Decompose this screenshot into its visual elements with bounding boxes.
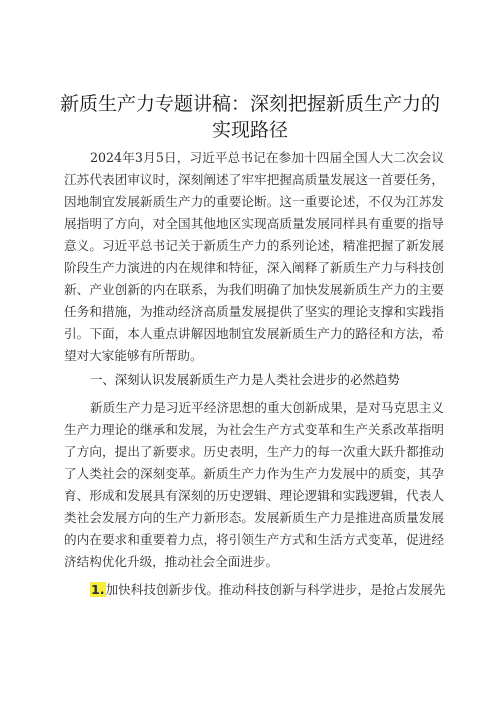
list-item-1 <box>90 582 444 598</box>
intro-paragraph-line: 因地制宜发展新质生产力的重要论断。这一重要论述，不仅为江苏发 <box>64 194 444 209</box>
section1-paragraph-line: 了方向，提出了新要求。历史表明，生产力的每一次重大跃升都推动 <box>64 444 444 459</box>
section-heading-1: 一、深刻认识发展新质生产力是人类社会进步的必然趋势 <box>90 372 400 387</box>
section1-paragraph-line: 济结构优化升级，推动社会全面进步。 <box>64 554 279 569</box>
intro-paragraph-line: 2024年3月5日，习近平总书记在参加十四届全国人大二次会议 <box>90 150 444 165</box>
document-title-line-2: 实现路径 <box>211 119 288 141</box>
intro-paragraph-line: 新、产业创新的内在联系，为我们明确了加快发展新质生产力的主要 <box>64 282 444 297</box>
intro-paragraph-line: 阶段生产力演进的内在规律和特征，深入阐释了新质生产力与科技创 <box>64 260 444 275</box>
intro-paragraph-line: 望对大家能够有所帮助。 <box>64 348 203 363</box>
intro-paragraph-line: 意义。习近平总书记关于新质生产力的系列论述，精准把握了新发展 <box>64 238 444 253</box>
section1-paragraph-line: 新质生产力是习近平经济思想的重大创新成果，是对马克思主义 <box>90 400 444 415</box>
intro-paragraph-line: 展指明了方向，对全国其他地区实现高质量发展同样具有重要的指导 <box>64 216 444 231</box>
section1-paragraph-line: 的内在要求和重要着力点，将引领生产方式和生活方式变革，促进经 <box>64 532 444 547</box>
intro-paragraph-line: 引。下面，本人重点讲解因地制宜发展新质生产力的路径和方法，希 <box>64 326 444 341</box>
section1-paragraph-line: 育、形成和发展具有深刻的历史逻辑、理论逻辑和实践逻辑，代表人 <box>64 488 444 503</box>
document-title-line-1: 新质生产力专题讲稿：深刻把握新质生产力的 <box>60 93 441 115</box>
section1-paragraph-line: 了人类社会的深刻变革。新质生产力作为生产力发展中的质变，其孕 <box>64 466 444 481</box>
list-item-number-highlight: 1. <box>91 582 105 597</box>
section1-paragraph-line: 类社会发展方向的生产力新形态。发展新质生产力是推进高质量发展 <box>64 510 444 525</box>
section1-paragraph-line: 生产力理论的继承和发展，为社会生产方式变革和生产关系改革指明 <box>64 422 444 437</box>
intro-paragraph-line: 江苏代表团审议时，深刻阐述了牢牢把握高质量发展这一首要任务， <box>64 172 444 187</box>
list-item-text: 加快科技创新步伐。推动科技创新与科学进步，是抢占发展先 <box>105 582 446 597</box>
intro-paragraph-line: 任务和措施，为推动经济高质量发展提供了坚实的理论支撑和实践指 <box>64 304 444 319</box>
